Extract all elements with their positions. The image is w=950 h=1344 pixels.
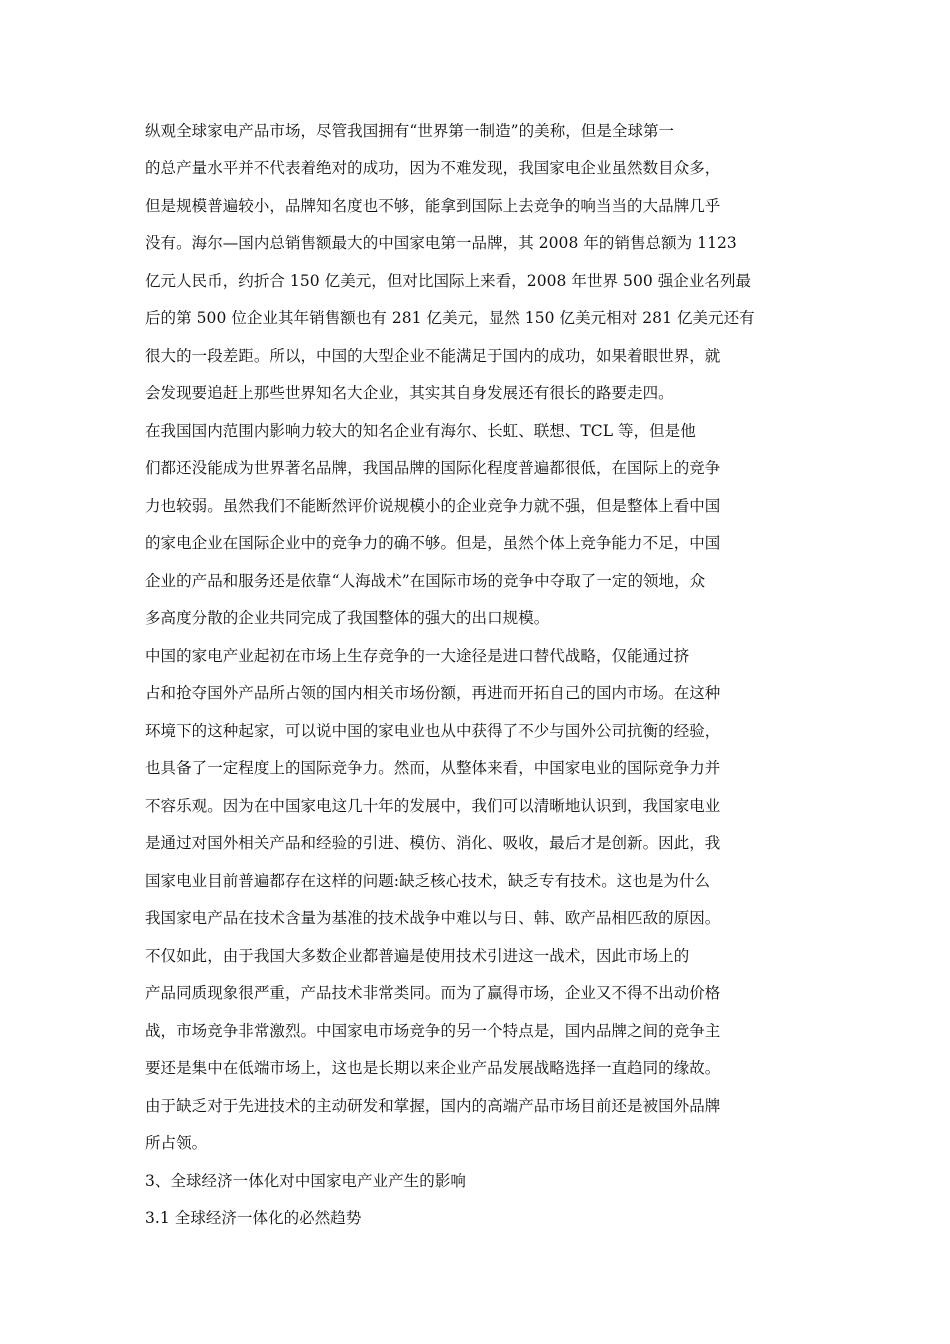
paragraph-line: 国家电业目前普遍都存在这样的问题:缺乏核心技术，缺乏专有技术。这也是为什么 (145, 872, 711, 890)
paragraph-line: 不容乐观。因为在中国家电这几十年的发展中，我们可以清晰地认识到，我国家电业 (145, 797, 721, 815)
paragraph-line: 亿元人民币，约折合 150 亿美元，但对比国际上来看，2008 年世界 500 强企业名列最 (145, 272, 752, 290)
paragraph-line: 的总产量水平并不代表着绝对的成功，因为不难发现，我国家电企业虽然数目众多， (145, 159, 721, 177)
paragraph-line: 但是规模普遍较小，品牌知名度也不够，能拿到国际上去竞争的响当当的大品牌几乎 (145, 197, 721, 215)
paragraph-line: 多高度分散的企业共同完成了我国整体的强大的出口规模。 (145, 609, 550, 627)
paragraph-line: 中国的家电产业起初在市场上生存竞争的一大途径是进口替代战略，仅能通过挤 (145, 647, 690, 665)
section-heading: 3、全球经济一体化对中国家电产业产生的影响 (145, 1172, 466, 1190)
paragraph-line: 没有。海尔—国内总销售额最大的中国家电第一品牌，其 2008 年的销售总额为 1123 (145, 234, 737, 252)
paragraph-line: 占和抢夺国外产品所占领的国内相关市场份额，再进而开拓自己的国内市场。在这种 (145, 684, 721, 702)
paragraph-line: 在我国国内范围内影响力较大的知名企业有海尔、长虹、联想、TCL 等，但是他 (145, 422, 696, 440)
paragraph-line: 环境下的这种起家，可以说中国的家电业也从中获得了不少与国外公司抗衡的经验， (145, 722, 721, 740)
paragraph-line: 纵观全球家电产品市场，尽管我国拥有“世界第一制造”的美称，但是全球第一 (145, 122, 675, 140)
paragraph-line: 力也较弱。虽然我们不能断然评价说规模小的企业竞争力就不强，但是整体上看中国 (145, 497, 721, 515)
paragraph-line: 后的第 500 位企业其年销售额也有 281 亿美元，显然 150 亿美元相对 281 亿美元还有 (145, 309, 755, 327)
paragraph-line: 我国家电产品在技术含量为基准的技术战争中难以与日、韩、欧产品相匹敌的原因。 (145, 909, 721, 927)
paragraph-line: 的家电企业在国际企业中的竞争力的确不够。但是，虽然个体上竞争能力不足，中国 (145, 534, 721, 552)
paragraph-line: 企业的产品和服务还是依靠“人海战术”在国际市场的竞争中夺取了一定的领地，众 (145, 572, 706, 590)
subsection-heading: 3.1 全球经济一体化的必然趋势 (145, 1209, 362, 1227)
paragraph-line: 是通过对国外相关产品和经验的引进、模仿、消化、吸收，最后才是创新。因此，我 (145, 834, 721, 852)
paragraph-line: 会发现要追赶上那些世界知名大企业，其实其自身发展还有很长的路要走四。 (145, 384, 674, 402)
paragraph-line: 也具备了一定程度上的国际竞争力。然而，从整体来看，中国家电业的国际竞争力并 (145, 759, 721, 777)
paragraph-line: 由于缺乏对于先进技术的主动研发和掌握，国内的高端产品市场目前还是被国外品牌 (145, 1097, 721, 1115)
paragraph-line: 们都还没能成为世界著名品牌，我国品牌的国际化程度普遍都很低，在国际上的竞争 (145, 459, 721, 477)
paragraph-line: 所占领。 (145, 1134, 208, 1152)
paragraph-line: 很大的一段差距。所以，中国的大型企业不能满足于国内的成功，如果着眼世界，就 (145, 347, 721, 365)
paragraph-line: 战，市场竞争非常激烈。中国家电市场竞争的另一个特点是，国内品牌之间的竞争主 (145, 1022, 721, 1040)
paragraph-line: 产品同质现象很严重，产品技术非常类同。而为了赢得市场，企业又不得不出动价格 (145, 984, 721, 1002)
paragraph-line: 要还是集中在低端市场上，这也是长期以来企业产品发展战略选择一直趋同的缘故。 (145, 1059, 721, 1077)
paragraph-line: 不仅如此，由于我国大多数企业都普遍是使用技术引进这一战术，因此市场上的 (145, 947, 690, 965)
